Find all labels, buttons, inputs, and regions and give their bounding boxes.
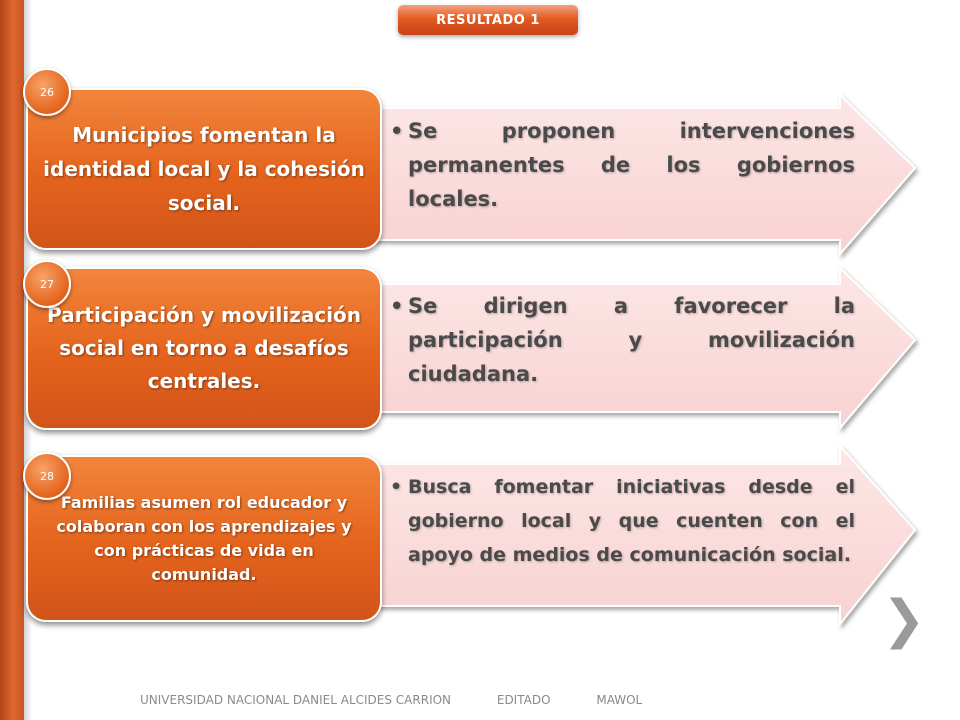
item-title-box-3 — [26, 455, 382, 622]
item-number-2: 27 — [40, 277, 54, 291]
item-number-3: 28 — [40, 469, 54, 483]
footer-university: UNIVERSIDAD NACIONAL DANIEL ALCIDES CARRION — [140, 693, 452, 707]
item-title-1: Municipios fomentan la identidad local y la cohesión social. — [43, 123, 365, 215]
chevron-right-icon[interactable]: ❯ — [882, 590, 926, 650]
item-number-badge-3 — [23, 452, 71, 500]
bullet-text-2 — [390, 289, 855, 391]
bullet-dot-icon: • — [390, 476, 403, 498]
footer-edited: EDITADO — [496, 693, 551, 707]
footer — [140, 693, 740, 707]
bullet-text-1-content: Se proponen intervenciones permanentes de los gobiernos locales. — [408, 119, 855, 211]
item-number-badge-2 — [23, 260, 71, 308]
bullet-text-1 — [390, 114, 855, 216]
footer-author: MAWOL — [596, 693, 643, 707]
item-title-3: Familias asumen rol educador y colaboran con los aprendizajes y con prácticas de vida en comunidad. — [56, 492, 352, 584]
bullet-text-3 — [390, 470, 855, 572]
bullet-text-2-content: Se dirigen a favorecer la participación y movilización ciudadana. — [408, 294, 855, 386]
item-number-1: 26 — [40, 85, 54, 99]
bullet-text-3-content: Busca fomentar iniciativas desde el gobierno local y que cuenten con el apoyo de medios de comunicación social. — [408, 476, 855, 566]
item-title-box-2 — [26, 267, 382, 430]
bullet-dot-icon: • — [390, 119, 404, 143]
result-header-label: RESULTADO 1 — [436, 12, 540, 28]
item-number-badge-1 — [23, 68, 71, 116]
bullet-dot-icon: • — [390, 294, 404, 318]
item-title-box-1 — [26, 85, 382, 250]
item-title-2: Participación y movilización social en torno a desafíos centrales. — [46, 303, 362, 393]
